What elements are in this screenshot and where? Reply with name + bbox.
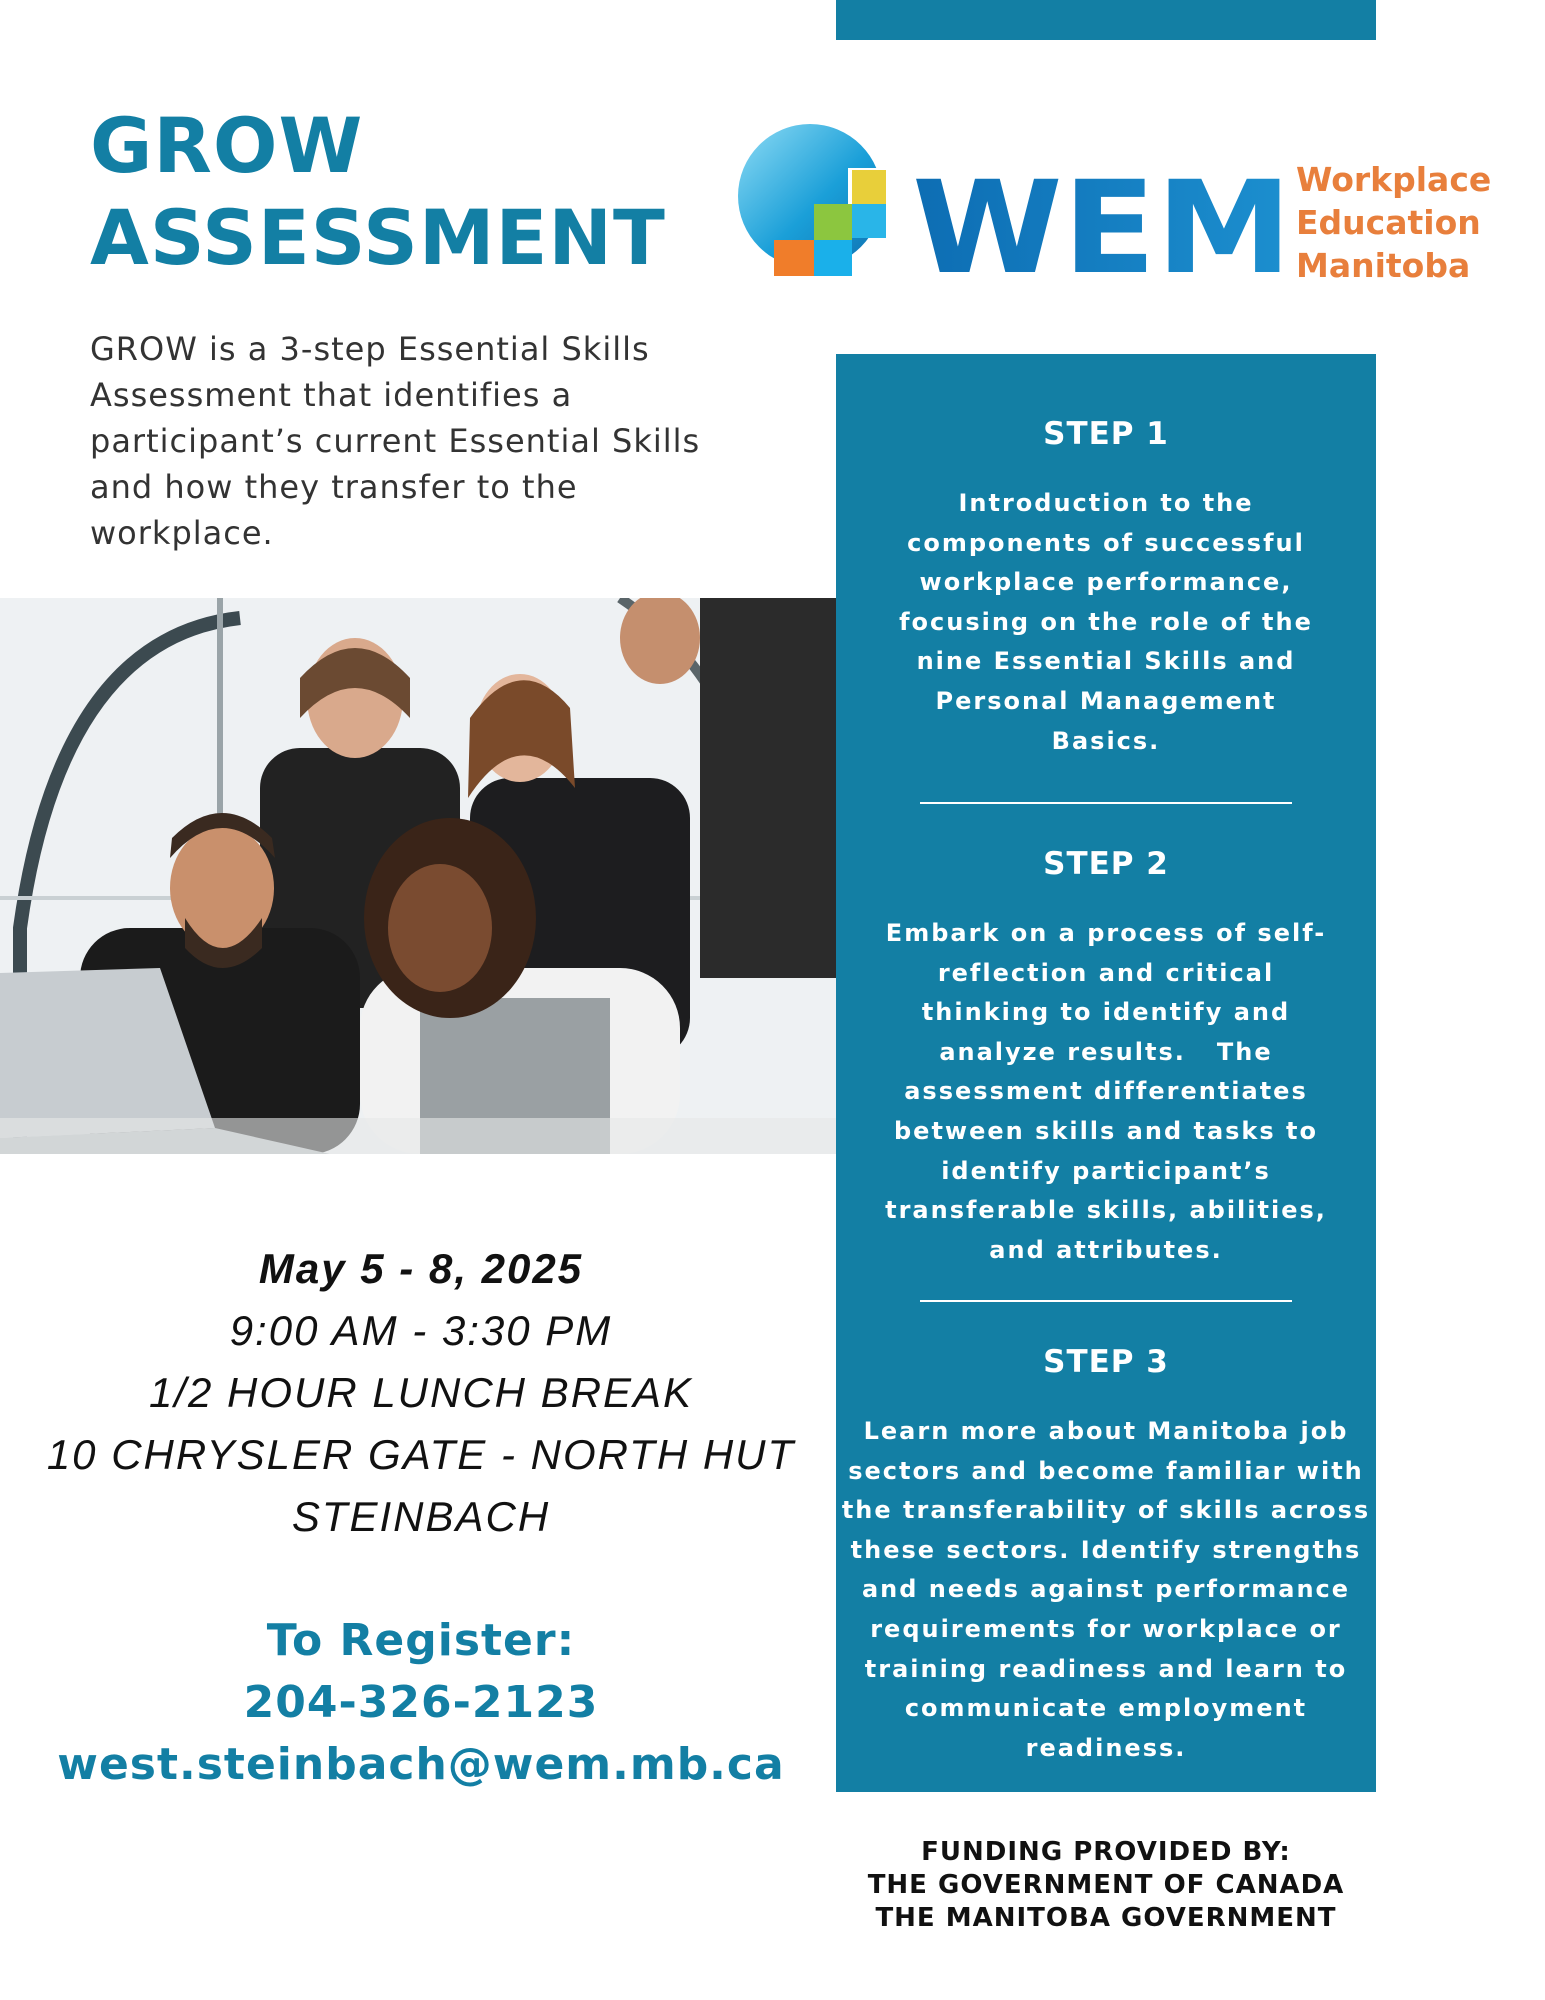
step-1-line: nine Essential Skills and: [916, 647, 1296, 676]
team-photo: [0, 598, 836, 1154]
step-2-heading: STEP 2: [1043, 846, 1169, 882]
event-address: 10 CHRYSLER GATE - NORTH HUT: [46, 1431, 796, 1478]
step-2: [836, 846, 1376, 1270]
step-1-line: Personal Management: [935, 686, 1277, 715]
logo-tagline: [1296, 158, 1491, 287]
yellow-square: [852, 170, 886, 204]
step-1-line: focusing on the role of the: [899, 607, 1313, 636]
step-1: [836, 416, 1376, 761]
step-3-heading: STEP 3: [1043, 1344, 1169, 1380]
step-3-line: training readiness and learn to: [864, 1654, 1348, 1683]
green-square: [814, 204, 852, 240]
page-title: [90, 100, 666, 284]
team-photo-illustration: [0, 598, 836, 1154]
title-line-1: GROW: [90, 101, 364, 190]
step-2-line: between skills and tasks to: [894, 1116, 1318, 1145]
funding-line-1: FUNDING PROVIDED BY:: [921, 1837, 1291, 1867]
event-lunch: 1/2 HOUR LUNCH BREAK: [148, 1369, 694, 1416]
step-3-line: requirements for workplace or: [870, 1614, 1342, 1643]
step-1-line: components of successful: [907, 528, 1305, 557]
step-1-line: workplace performance,: [919, 568, 1293, 597]
step-3-body: [836, 1412, 1376, 1768]
step-2-line: thinking to identify and: [921, 998, 1291, 1027]
step-2-line: Embark on a process of self-: [885, 919, 1327, 947]
funding-line-3: THE MANITOBA GOVERNMENT: [875, 1903, 1337, 1933]
logo-tagline-line-1: Workplace: [1296, 160, 1492, 199]
step-3-line: these sectors. Identify strengths: [850, 1535, 1362, 1564]
step-1-heading: STEP 1: [1043, 416, 1169, 452]
step-2-line: analyze results. The: [939, 1037, 1273, 1066]
logo-tagline-line-2: Education: [1296, 203, 1481, 242]
blue-square: [814, 240, 852, 276]
funding-credits: [836, 1836, 1376, 1935]
step-3-line: the transferability of skills across: [841, 1496, 1371, 1525]
logo-tagline-line-3: Manitoba: [1296, 246, 1471, 285]
event-date: May 5 - 8, 2025: [258, 1245, 584, 1292]
step-2-line: assessment differentiates: [904, 1077, 1308, 1106]
step-divider-2: [920, 1300, 1292, 1302]
title-line-2: ASSESSMENT: [90, 193, 666, 282]
top-accent-bar: [836, 0, 1376, 40]
register-email[interactable]: west.steinbach@wem.mb.ca: [57, 1739, 785, 1790]
step-3-line: sectors and become familiar with: [848, 1456, 1364, 1485]
step-2-line: transferable skills, abilities,: [885, 1196, 1327, 1225]
intro-paragraph: GROW is a 3-step Essential Skills Assessment that identifies a participant’s current Essential Skills and how they transfer to the workplace.: [90, 330, 701, 552]
wem-wordmark: WEM: [912, 154, 1292, 286]
step-2-line: reflection and critical: [937, 958, 1275, 987]
step-3-line: communicate employment: [904, 1694, 1308, 1723]
step-3-line: and needs against performance: [861, 1575, 1351, 1604]
step-2-line: and attributes.: [989, 1235, 1223, 1264]
event-details: [0, 1238, 842, 1548]
step-3-line: readiness.: [1025, 1733, 1187, 1762]
steps-panel: [836, 354, 1376, 1792]
registration-info: [0, 1610, 842, 1796]
step-1-body: [836, 484, 1376, 761]
step-divider-1: [920, 802, 1292, 804]
cyan-square: [852, 204, 886, 238]
step-2-line: identify participant’s: [941, 1156, 1271, 1185]
step-3: [836, 1344, 1376, 1768]
step-1-line: Basics.: [1051, 726, 1161, 755]
orange-square: [774, 240, 814, 276]
step-3-line: Learn more about Manitoba job: [863, 1417, 1349, 1445]
register-label: To Register:: [266, 1615, 576, 1666]
funding-line-2: THE GOVERNMENT OF CANADA: [867, 1870, 1345, 1900]
event-city: STEINBACH: [291, 1493, 551, 1540]
register-phone[interactable]: 204-326-2123: [243, 1677, 599, 1728]
event-time: 9:00 AM - 3:30 PM: [229, 1307, 613, 1354]
step-1-line: Introduction to the: [958, 489, 1254, 517]
step-2-body: [836, 914, 1376, 1270]
